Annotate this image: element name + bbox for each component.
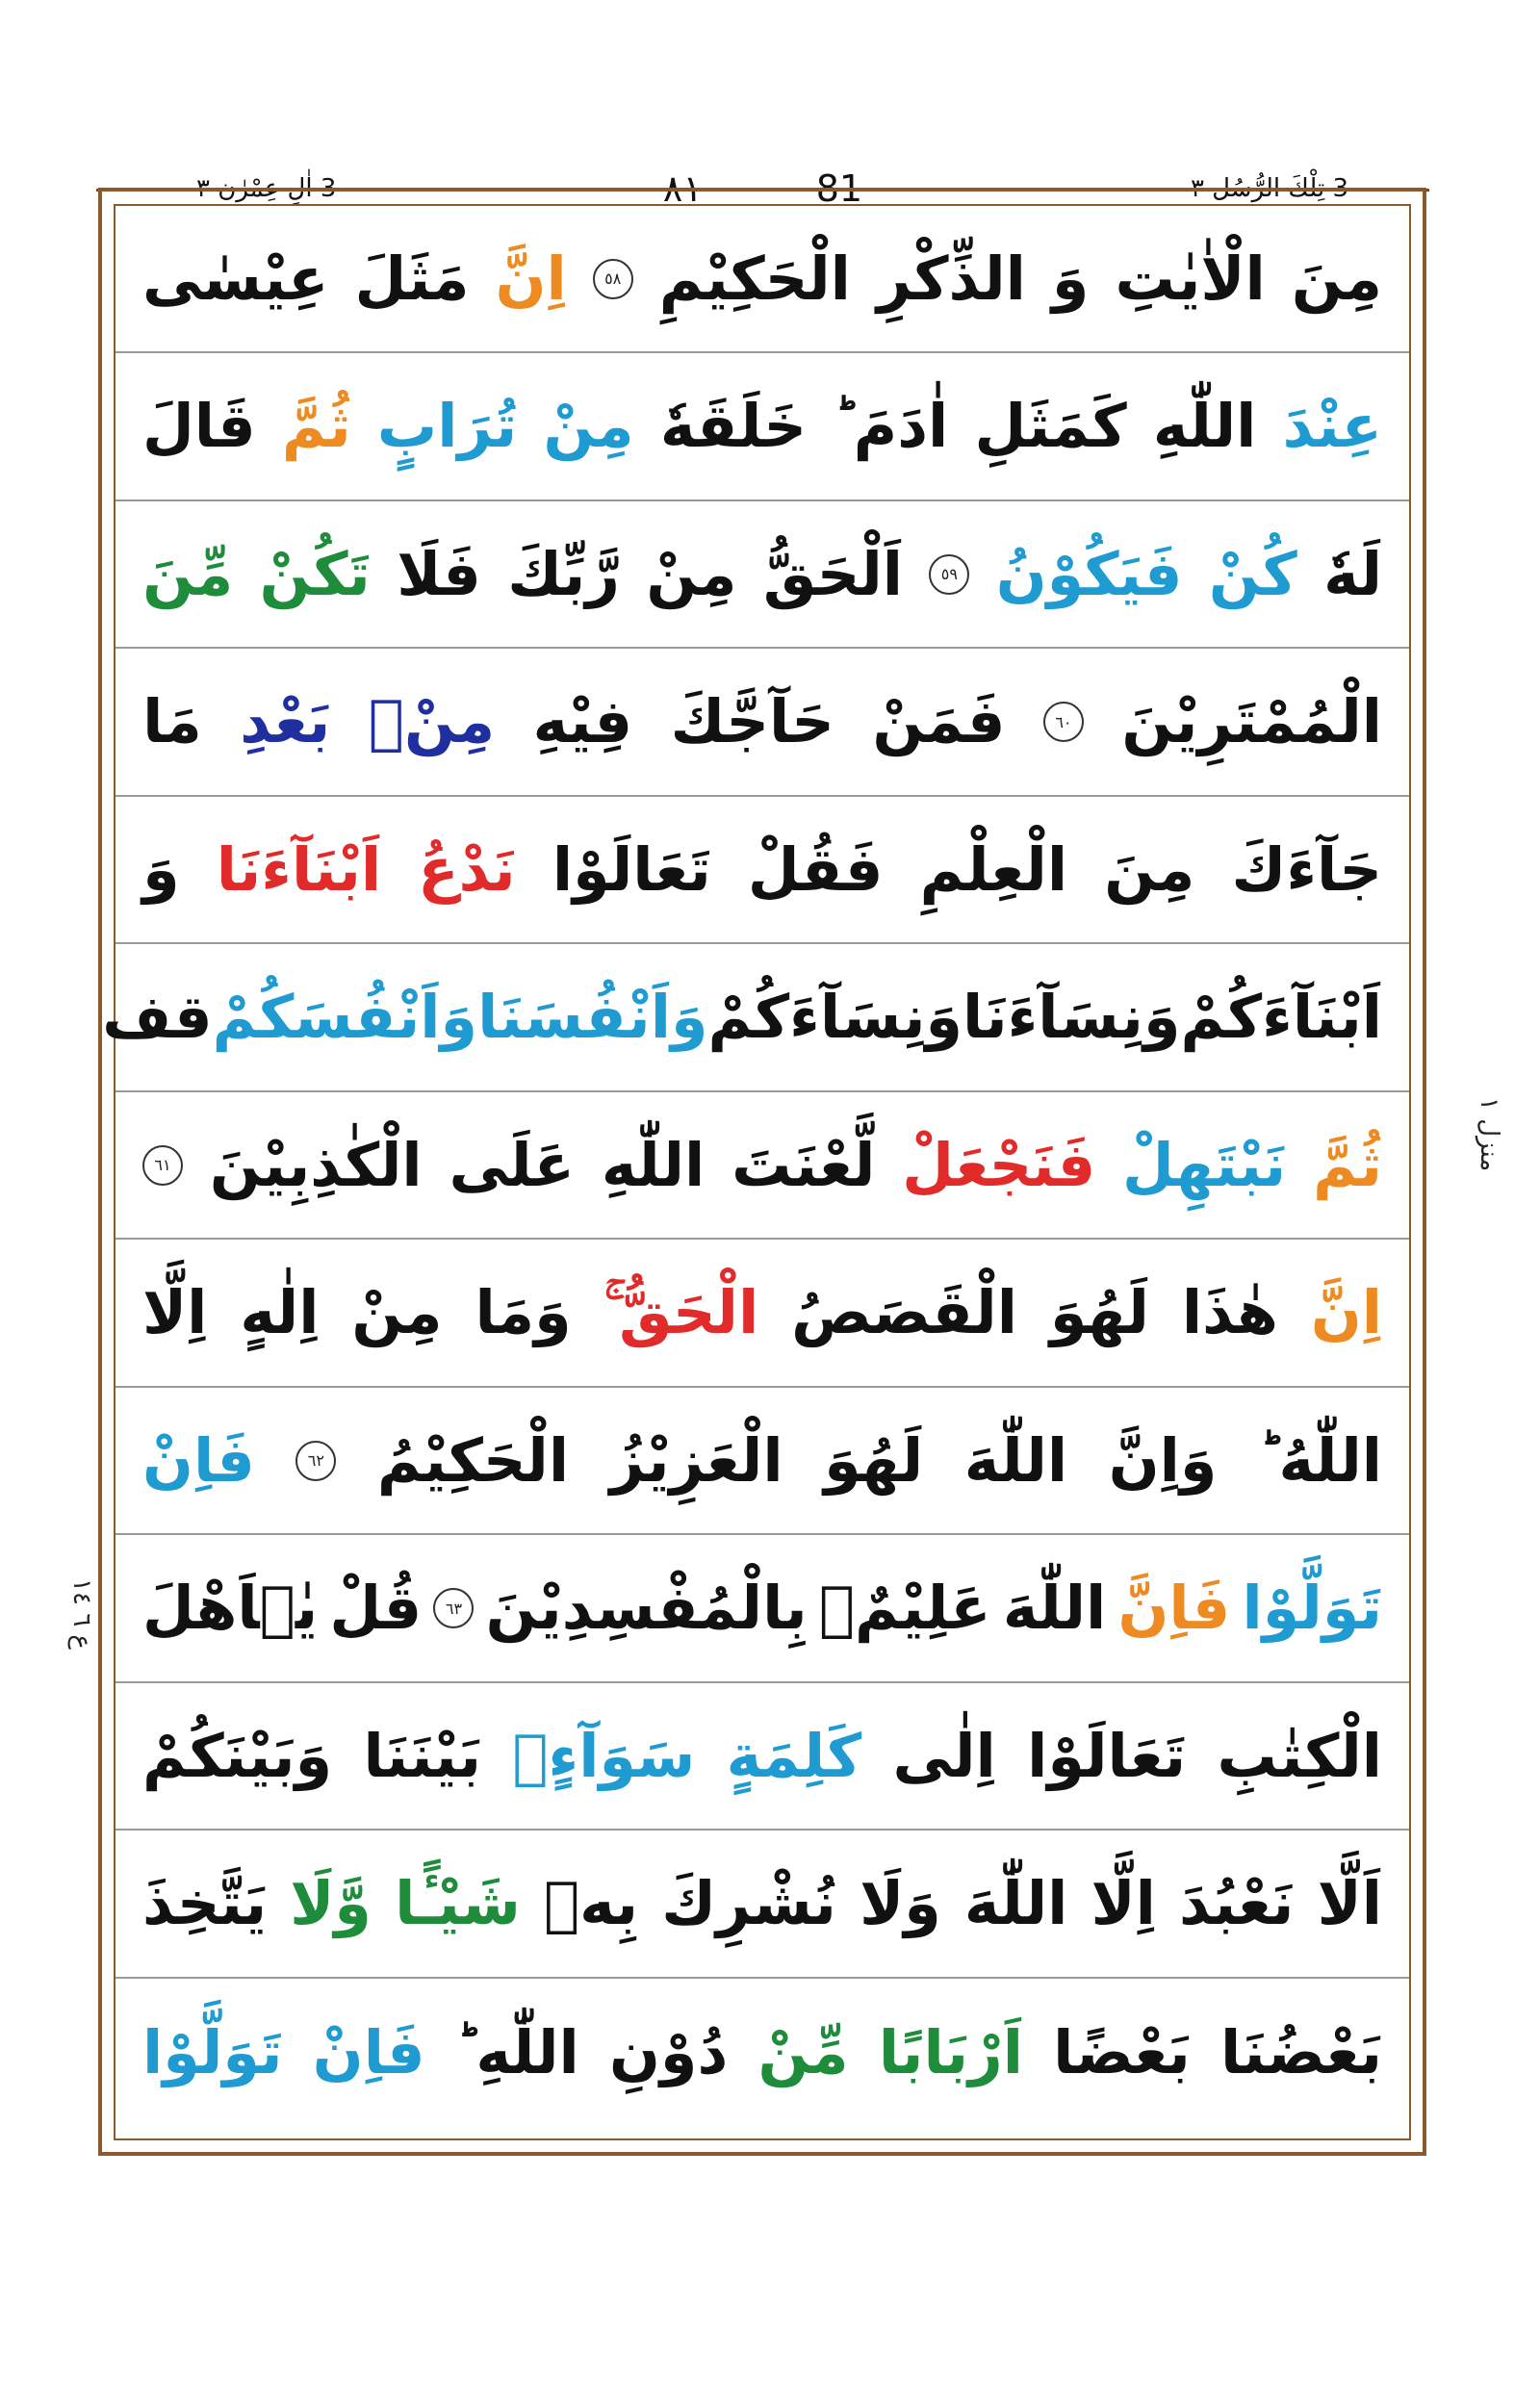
verse-word: عَلَى xyxy=(449,1129,575,1200)
verse-line xyxy=(116,1092,1409,1240)
verse-word: الْاٰيٰتِ xyxy=(1115,243,1266,314)
verse-word: عَلِيْمٌۢ xyxy=(818,1573,991,1643)
verse-word: اَبْنَآءَنَا xyxy=(216,833,382,905)
verse-word: نَدْعُ xyxy=(418,833,516,905)
verse-word: اللّٰهِ ؕ xyxy=(454,2016,579,2087)
verse-word: اَلَّا xyxy=(1317,1868,1382,1938)
verse-lines xyxy=(102,206,1409,2138)
verse-word: فَاِنَّ xyxy=(1117,1573,1231,1643)
verse-word: الْكٰذِبِيْنَ xyxy=(209,1129,423,1200)
verse-word: مَا xyxy=(142,686,202,756)
verse-word: سَوَآءٍۢ xyxy=(512,1720,696,1791)
verse-word: اللّٰهَ xyxy=(1002,1573,1107,1643)
verse-word: الْحَكِيْمُ xyxy=(376,1424,570,1496)
verse-word: فَاِنْ xyxy=(142,1424,255,1496)
verse-word: اٰدَمَ ؕ xyxy=(833,391,949,461)
verse-word: دُوْنِ xyxy=(609,2016,729,2087)
verse-word: وَمَا xyxy=(475,1277,572,1347)
verse-word: شَيْـًٔا xyxy=(395,1868,521,1938)
verse-word: الْكِتٰبِ xyxy=(1217,1720,1382,1791)
verse-word: لَهُوَ xyxy=(824,1424,924,1496)
verse-word: كَلِمَةٍ xyxy=(726,1720,862,1791)
verse-word: بِهٖ xyxy=(543,1868,639,1938)
verse-word: ثُمَّ xyxy=(1313,1129,1382,1200)
verse-line xyxy=(116,1536,1409,1683)
verse-word: عِيْسٰى xyxy=(142,243,329,314)
verse-word: فِيْهِ xyxy=(532,686,633,756)
verse-word: لَّعْنَتَ xyxy=(732,1129,876,1200)
verse-word: اللّٰهِ xyxy=(1152,391,1257,461)
verse-word: اِنَّ xyxy=(1310,1277,1382,1347)
verse-word: مِنْ xyxy=(543,391,634,461)
verse-word: اللّٰهُ ؕ xyxy=(1257,1424,1382,1496)
verse-word: قُلْ xyxy=(329,1573,423,1643)
verse-word: بَعْضُنَا xyxy=(1220,2016,1382,2087)
verse-word: عِنْدَ xyxy=(1282,391,1382,461)
verse-word: فَلَا xyxy=(397,538,481,609)
verse-end-marker: ٦٠ xyxy=(1043,702,1084,742)
verse-word: تَكُنْ xyxy=(259,538,371,609)
verse-word: نَعْبُدَ xyxy=(1179,1868,1295,1938)
verse-word: مَثَلَ xyxy=(354,243,470,314)
verse-word: وَنِسَآءَنَا xyxy=(962,982,1181,1052)
page-number-arabic: ٨١ xyxy=(662,167,703,210)
verse-word: وَاِنَّ xyxy=(1108,1424,1218,1496)
verse-word: نَبْتَهِلْ xyxy=(1122,1129,1287,1200)
verse-word: الذِّكْرِ xyxy=(876,243,1026,314)
verse-word: يَتَّخِذَ xyxy=(142,1868,268,1938)
verse-word: حَآجَّكَ xyxy=(670,686,834,756)
verse-word: قف xyxy=(102,982,213,1052)
verse-line xyxy=(116,354,1409,501)
verse-word: اَبْنَآءَكُمْ xyxy=(1180,982,1382,1052)
verse-word: وَلَا xyxy=(860,1868,941,1938)
verse-end-marker: ٦٣ xyxy=(433,1588,474,1628)
verse-word: اللّٰهِ xyxy=(601,1129,706,1200)
verse-word: نُشْرِكَ xyxy=(661,1868,836,1938)
verse-line xyxy=(102,945,1409,1092)
verse-word: اِلَّا xyxy=(142,1277,208,1347)
verse-word: كُنْ xyxy=(1208,538,1297,609)
verse-word: مِّنَ xyxy=(142,538,234,609)
verse-word: يٰۤاَهْلَ xyxy=(142,1573,319,1643)
verse-word: مِّنْ xyxy=(757,2016,849,2087)
verse-line xyxy=(116,1979,1409,2126)
verse-line xyxy=(116,1241,1409,1388)
verse-end-marker: ٥٨ xyxy=(593,259,633,299)
verse-word: الْمُمْتَرِيْنَ xyxy=(1121,686,1382,756)
verse-word: تَوَلَّوْا xyxy=(142,2016,283,2087)
verse-word: مِنْۢ xyxy=(368,686,496,756)
verse-end-marker: ٦١ xyxy=(142,1145,183,1186)
verse-word: بَيْنَنَا xyxy=(363,1720,481,1791)
verse-word: بَعْدِ xyxy=(240,686,331,756)
verse-line xyxy=(116,501,1409,649)
verse-word: الْقَصَصُ xyxy=(791,1277,1017,1347)
verse-word: اِلٰهٍ xyxy=(240,1277,320,1347)
verse-word: رَّبِّكَ xyxy=(507,538,620,609)
verse-line xyxy=(116,1388,1409,1535)
verse-end-marker: ٥٩ xyxy=(929,554,969,595)
verse-word: تُرَابٍ xyxy=(376,391,518,461)
verse-word: ثُمَّ xyxy=(281,391,351,461)
verse-word: اِلٰى xyxy=(892,1720,996,1791)
surah-name: 3 اٰلِ عِمْرٰن ٣ xyxy=(183,162,349,216)
verse-word: تَعَالَوْا xyxy=(552,833,711,905)
ruku-note: ع ٦ ١٤ xyxy=(67,1578,96,1650)
juz-name: 3 تِلْكَ الرُّسُل ٣ xyxy=(1177,162,1362,216)
verse-word: فَاِنْ xyxy=(312,2016,425,2087)
verse-word: مِنَ xyxy=(1291,243,1382,314)
verse-word: وَنِسَآءَكُمْ xyxy=(707,982,963,1052)
verse-word: هٰذَا xyxy=(1181,1277,1278,1347)
verse-line xyxy=(116,650,1409,797)
verse-word: وَ xyxy=(142,833,180,905)
verse-line xyxy=(116,1683,1409,1831)
verse-word: اِنَّ xyxy=(495,243,567,314)
verse-word: خَلَقَهٗ xyxy=(659,391,808,461)
verse-word: وَاَنْفُسَكُمْ xyxy=(212,982,478,1052)
verse-word: وَبَيْنَكُمْ xyxy=(142,1720,333,1791)
page-number: 81 xyxy=(815,167,863,210)
verse-word: الْحَكِيْمِ xyxy=(658,243,851,314)
verse-word: الْحَقُّ ۚ xyxy=(603,1277,759,1347)
verse-word: فَمَنْ xyxy=(872,686,1006,756)
verse-word: تَوَلَّوْا xyxy=(1242,1573,1382,1643)
verse-word: فَقُلْ xyxy=(747,833,884,905)
verse-word: مِنْ xyxy=(351,1277,443,1347)
verse-word: وَّلَا xyxy=(290,1868,372,1938)
verse-word: اَرْبَابًا xyxy=(878,2016,1023,2087)
verse-word: الْعِلْمِ xyxy=(919,833,1068,905)
verse-word: اللّٰهَ xyxy=(963,1424,1068,1496)
verse-end-marker: ٦٢ xyxy=(295,1441,336,1481)
verse-word: لَهُوَ xyxy=(1049,1277,1149,1347)
verse-word: جَآءَكَ xyxy=(1231,833,1382,905)
verse-word: بِالْمُفْسِدِيْنَ xyxy=(485,1573,808,1643)
verse-word: اَلْحَقُّ xyxy=(762,538,903,609)
verse-word: بَعْضًا xyxy=(1053,2016,1191,2087)
verse-word: مِنْ xyxy=(646,538,737,609)
verse-word: قَالَ xyxy=(142,391,256,461)
verse-word: تَعَالَوْا xyxy=(1027,1720,1187,1791)
verse-word: وَاَنْفُسَنَا xyxy=(477,982,708,1052)
verse-word: لَهٗ xyxy=(1323,538,1382,609)
verse-word: مِنَ xyxy=(1104,833,1195,905)
verse-line xyxy=(116,797,1409,944)
verse-word: اِلَّا xyxy=(1091,1868,1156,1938)
verse-word: فَنَجْعَلْ xyxy=(902,1129,1096,1200)
verse-word: وَ xyxy=(1051,243,1090,314)
verse-line xyxy=(116,206,1409,353)
verse-line xyxy=(116,1831,1409,1979)
verse-word: فَيَكُوْنُ xyxy=(995,538,1183,609)
verse-word: الْعَزِيْزُ xyxy=(609,1424,783,1496)
verse-word: كَمَثَلِ xyxy=(974,391,1127,461)
verse-word: اللّٰهَ xyxy=(963,1868,1068,1938)
manzil-note: منزل ١ xyxy=(1475,1097,1503,1172)
